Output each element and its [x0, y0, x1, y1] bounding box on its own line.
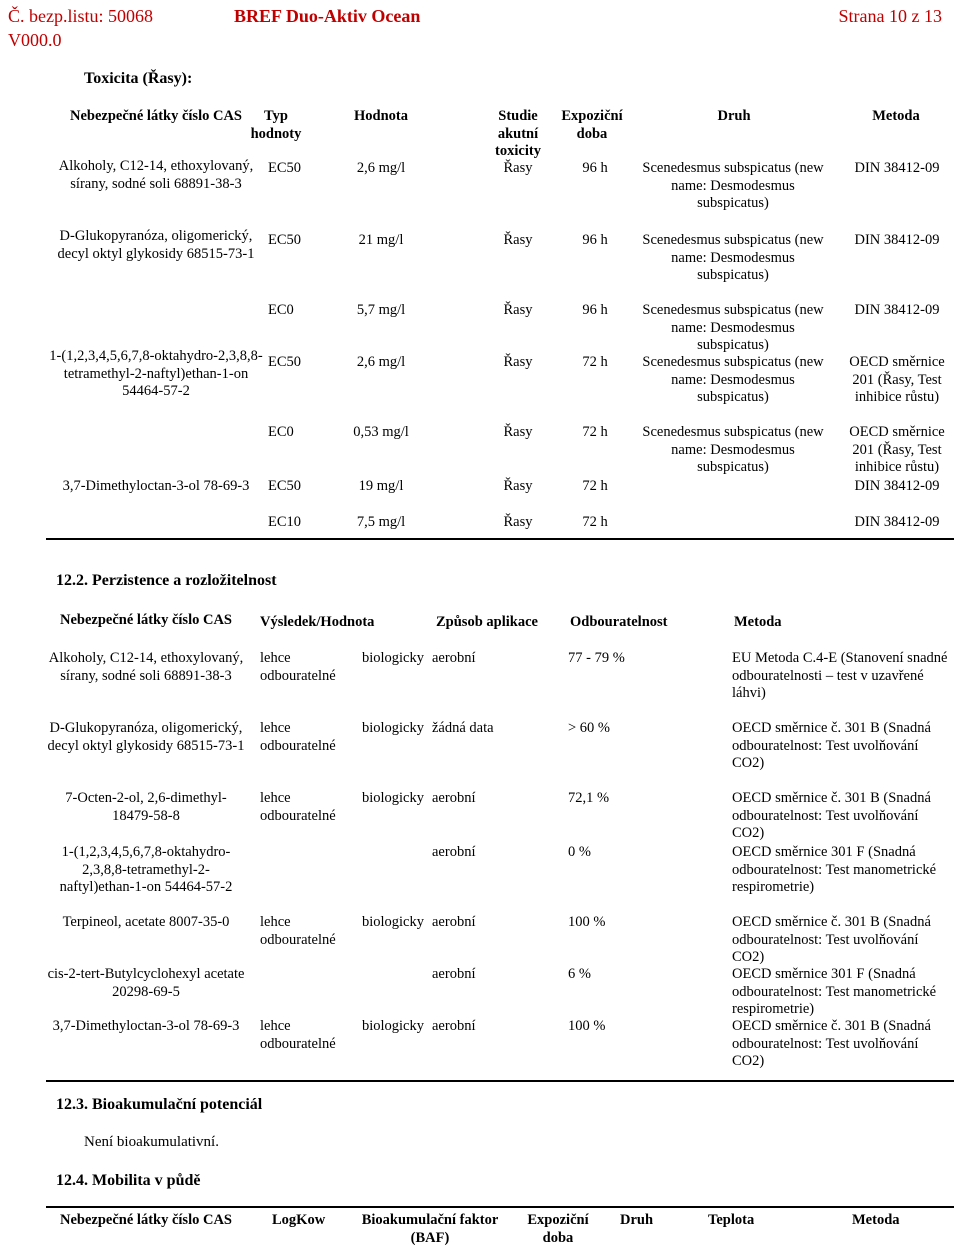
pers-application: aerobní	[432, 966, 476, 982]
pers-header-method: Metoda	[734, 614, 782, 630]
pers-degradability: 77 - 79 %	[568, 650, 625, 666]
pers-substance: Terpineol, acetate 8007-35-0	[62, 914, 230, 930]
pers-method: OECD směrnice č. 301 B (Snadná odbouratelnost: Test uvolňování CO2)	[732, 1018, 931, 1069]
tox-method: OECD směrnice 201 (Řasy, Test inhibice růstu)	[849, 354, 945, 405]
tox-time: 72 h	[582, 424, 608, 440]
tox-value: 0,53 mg/l	[353, 424, 409, 440]
tox-time: 72 h	[582, 478, 608, 494]
tox-value: 2,6 mg/l	[356, 354, 406, 370]
pers-method: OECD směrnice 301 F (Snadná odbouratelnost: Test manometrické respirometrie)	[732, 844, 937, 895]
persistence-section-title: 12.2. Perzistence a rozložitelnost	[56, 572, 277, 589]
tox-time: 72 h	[582, 354, 608, 370]
mob-header-method: Metoda	[852, 1212, 900, 1228]
pers-substance: D-Glukopyranóza, oligomerický, decyl oktyl glykosidy 68515-73-1	[47, 720, 245, 754]
tox-method: DIN 38412-09	[854, 160, 940, 176]
product-name: BREF Duo-Aktiv Ocean	[234, 6, 421, 26]
tox-type: EC0	[268, 424, 294, 440]
pers-degradability: 0 %	[568, 844, 591, 860]
pers-method: OECD směrnice 301 F (Snadná odbouratelnost: Test manometrické respirometrie)	[732, 966, 937, 1017]
pers-application: aerobní	[432, 790, 476, 806]
tox-method: DIN 38412-09	[854, 478, 940, 494]
tox-species: Scenedesmus subspicatus (new name: Desmodesmus subspicatus)	[642, 232, 824, 283]
tox-header-study: Studie akutní toxicity	[495, 108, 541, 159]
pers-application: aerobní	[432, 844, 476, 860]
mob-header-species: Druh	[620, 1212, 654, 1228]
pers-result: lehce biologicky odbouratelné	[260, 650, 424, 684]
tox-type: EC50	[268, 232, 302, 248]
mob-header-substance: Nebezpečné látky číslo CAS	[60, 1212, 232, 1228]
pers-substance: 7-Octen-2-ol, 2,6-dimethyl-18479-58-8	[65, 790, 227, 824]
pers-header-degradability: Odbouratelnost	[570, 614, 668, 630]
tox-type: EC50	[268, 478, 302, 494]
tox-species: Scenedesmus subspicatus (new name: Desmodesmus subspicatus)	[642, 424, 824, 475]
table-rule	[46, 1080, 954, 1082]
tox-method: OECD směrnice 201 (Řasy, Test inhibice růstu)	[849, 424, 945, 475]
tox-time: 96 h	[582, 232, 608, 248]
tox-header-type: Typ hodnoty	[250, 108, 302, 142]
pers-header-result: Výsledek/Hodnota	[260, 614, 375, 630]
tox-time: 96 h	[582, 302, 608, 318]
document-number: Č. bezp.listu: 50068	[8, 6, 153, 26]
pers-degradability: > 60 %	[568, 720, 611, 736]
tox-species: Scenedesmus subspicatus (new name: Desmodesmus subspicatus)	[642, 354, 824, 405]
tox-study: Řasy	[503, 232, 533, 248]
pers-method: OECD směrnice č. 301 B (Snadná odbouratelnost: Test uvolňování CO2)	[732, 914, 931, 965]
table-rule	[46, 538, 954, 540]
tox-study: Řasy	[503, 160, 533, 176]
pers-substance: 1-(1,2,3,4,5,6,7,8-oktahydro-2,3,8,8-tetramethyl-2-naftyl)ethan-1-on 54464-57-2	[59, 844, 233, 895]
tox-value: 7,5 mg/l	[356, 514, 406, 530]
bioaccumulation-text: Není bioakumulativní.	[84, 1134, 219, 1150]
tox-study: Řasy	[503, 514, 533, 530]
tox-species: Scenedesmus subspicatus (new name: Desmodesmus subspicatus)	[642, 160, 824, 211]
tox-value: 21 mg/l	[358, 232, 404, 248]
tox-header-time: Expoziční doba	[561, 108, 623, 142]
tox-species: Scenedesmus subspicatus (new name: Desmodesmus subspicatus)	[642, 302, 824, 353]
page-number: Strana 10 z 13	[838, 6, 942, 26]
pers-result: lehce biologicky odbouratelné	[260, 790, 424, 824]
tox-substance: 3,7-Dimethyloctan-3-ol 78-69-3	[62, 478, 250, 494]
tox-method: DIN 38412-09	[854, 232, 940, 248]
tox-header-method: Metoda	[872, 108, 920, 124]
pers-application: aerobní	[432, 914, 476, 930]
tox-time: 72 h	[582, 514, 608, 530]
pers-header-substance: Nebezpečné látky číslo CAS	[60, 612, 232, 628]
toxicity-section-title: Toxicita (Řasy):	[84, 70, 193, 87]
tox-method: DIN 38412-09	[854, 514, 940, 530]
tox-value: 5,7 mg/l	[356, 302, 406, 318]
tox-study: Řasy	[503, 302, 533, 318]
tox-study: Řasy	[503, 478, 533, 494]
pers-degradability: 100 %	[568, 914, 606, 930]
mob-header-baf: Bioakumulační faktor (BAF)	[361, 1212, 499, 1246]
persistence-table	[46, 612, 954, 1082]
tox-value: 19 mg/l	[358, 478, 404, 494]
tox-type: EC10	[268, 514, 302, 530]
tox-substance: Alkoholy, C12-14, ethoxylovaný, sírany, sodné soli 68891-38-3	[58, 158, 254, 192]
tox-substance: 1-(1,2,3,4,5,6,7,8-oktahydro-2,3,8,8-tetramethyl-2-naftyl)ethan-1-on 54464-57-2	[49, 348, 263, 399]
tox-substance: D-Glukopyranóza, oligomerický, decyl oktyl glykosidy 68515-73-1	[57, 228, 255, 262]
document-version: V000.0	[8, 30, 62, 50]
tox-type: EC50	[268, 354, 302, 370]
tox-type: EC0	[268, 302, 294, 318]
tox-time: 96 h	[582, 160, 608, 176]
tox-type: EC50	[268, 160, 302, 176]
pers-method: OECD směrnice č. 301 B (Snadná odbouratelnost: Test uvolňování CO2)	[732, 720, 931, 771]
pers-header-application: Způsob aplikace	[436, 614, 538, 630]
mob-header-logkow: LogKow	[272, 1212, 326, 1228]
pers-application: aerobní	[432, 1018, 476, 1034]
mobility-table	[46, 1212, 954, 1249]
toxicity-table	[46, 108, 954, 540]
pers-result: lehce biologicky odbouratelné	[260, 720, 424, 754]
mob-header-time: Expoziční doba	[527, 1212, 589, 1246]
tox-header-value: Hodnota	[354, 108, 408, 124]
tox-method: DIN 38412-09	[854, 302, 940, 318]
tox-study: Řasy	[503, 424, 533, 440]
pers-substance: cis-2-tert-Butylcyclohexyl acetate 20298-69-5	[47, 966, 245, 1000]
bioaccumulation-section-title: 12.3. Bioakumulační potenciál	[56, 1096, 263, 1113]
pers-method: EU Metoda C.4-E (Stanovení snadné odbouratelnosti – test v uzavřené láhvi)	[732, 650, 948, 701]
pers-application: žádná data	[432, 720, 494, 736]
pers-degradability: 100 %	[568, 1018, 606, 1034]
tox-value: 2,6 mg/l	[356, 160, 406, 176]
tox-header-substance: Nebezpečné látky číslo CAS	[70, 108, 242, 124]
pers-substance: 3,7-Dimethyloctan-3-ol 78-69-3	[52, 1018, 240, 1034]
pers-result: lehce biologicky odbouratelné	[260, 914, 424, 948]
pers-degradability: 6 %	[568, 966, 591, 982]
pers-degradability: 72,1 %	[568, 790, 610, 806]
mobility-section-title: 12.4. Mobilita v půdě	[56, 1172, 201, 1189]
pers-result: lehce biologicky odbouratelné	[260, 1018, 424, 1052]
pers-application: aerobní	[432, 650, 476, 666]
pers-method: OECD směrnice č. 301 B (Snadná odbouratelnost: Test uvolňování CO2)	[732, 790, 931, 841]
mob-header-temperature: Teplota	[708, 1212, 755, 1228]
pers-substance: Alkoholy, C12-14, ethoxylovaný, sírany, sodné soli 68891-38-3	[48, 650, 244, 684]
tox-study: Řasy	[503, 354, 533, 370]
tox-header-species: Druh	[717, 108, 751, 124]
table-rule	[46, 1206, 954, 1208]
